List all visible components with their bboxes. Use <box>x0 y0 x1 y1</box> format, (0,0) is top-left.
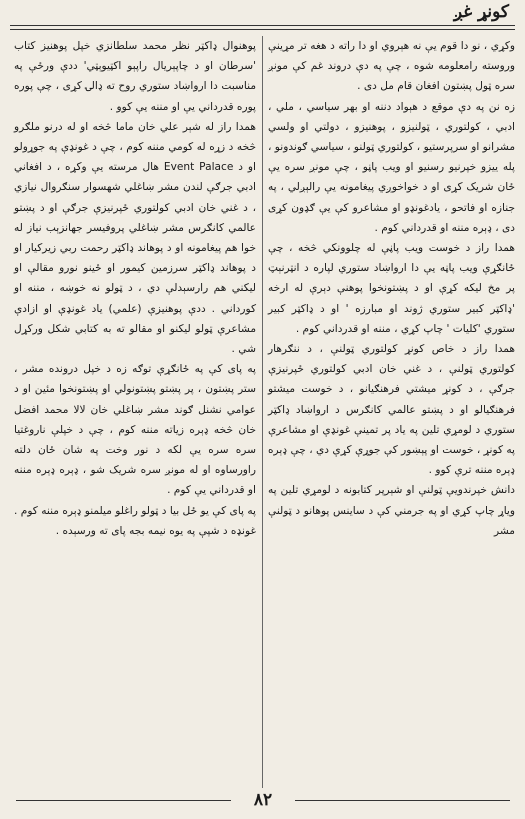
page-number: ۸۲ <box>253 790 273 810</box>
paragraph: همدا راز د خوست ويب پاڼې له چلوونکي څخه ، چې ځانګړې ويب پاڼه يې دا ارواښاد ستوري لپاره د انټرنېټ پر مخ ليکه کړې او د پښتونخوا پوهنې دېرې له ارخه 'ډاکټر کبير ستوري ژوند او مبارزه ' او د ډاکټر کبير ستوري 'کليات ' چاپ کړي ، مننه او قدرداني کوم . <box>268 242 515 335</box>
paragraph: دانش خپرندويې ټولنې او شېرپر کتابونه د لومړي تلين په وياړ چاپ کړي او په جرمني کې د ساينس پوهانو د ټولنې مشر <box>268 484 515 537</box>
paragraph: همدا راز له شېر علي خان ماما څخه او له درنو ملګرو څخه د زړه له کومي مننه کوم ، چې د غونډې په جوړولو او د Event Palace هال مرسته يې وکړه ، د افغاني ادبي جرګې لندن مشر ښاغلي شهسوار سنګروال نيازي ، د غني خان ادبي کولتوري ځپرنيزې جرګې او د پښتو عالمي کانګرس مشر ښاغلي پروفيسر جهانزېب نياز له خوا هم پيغامونه او د پوهاند ډاکټر رحمت ربي زيرکيار او د پوهاند ډاکټر سرزمين کيمور او ځينو نورو مقالې او ليکني هم رارسېدلې دي ، د ټولو نه خوښه ، مننه او کورداني . ددې پوهنيزې (علمي) ياد غونډې او ازادې مشاعرې ټولو ليکنو او مقالو ته به کتابي شکل ورکړل شي . <box>14 120 256 356</box>
paragraph: زه نن په دې موقع د هېواد دننه او بهر سياسي ، ملي ، ادبي ، کولتوري ، ټولنيزو ، پوهنيزو ، دولتي او ولسي مشرانو او سرپرستيو ، کولتوري ټولنو ، سياسي ګوندونو ، پله ييزو خپرنيو رسنيو او ويب پاڼو ، چې مونږ سره يې ځان شريک کړی او د خواخوږي پيغامونه يې رالېږلي ، په جنازه او فاتحو ، يادغونډو او مشاعرو کې يې ګډون کړی دی ، ډېره مننه او قدرداني کوم . <box>268 100 515 234</box>
page-footer <box>0 788 525 819</box>
paragraph: وکړي ، نو دا قوم يې نه هېروي او دا راته د هغه تر مړينې وروسته رامعلومه شوه ، چې په دې دروند غم کې مونږ سره ټول پښتون افغان قام مل دی . <box>268 40 515 93</box>
paragraph: په پای کې په ځانګړې توګه زه د خپل درونده مشر ، ستر پښتون ، پر پښتو پښتونولي او پښتونخوا مئين او د عوامي نشنل ګوند مشر ښاغلي خان لالا محمد افضل خان څخه ډېره زياته مننه کوم ، چې د خپلې ناروغتيا سره سره يې لکه د نور وخت په شان ځان دلته راورساوه او له مونږ سره شريک شو ، ډېره ډېره مننه او قدرداني يې کوم . <box>14 363 256 497</box>
paragraph: غونډه د شپې په يوه نيمه بجه پای ته ورسېده . <box>55 524 256 537</box>
header-rule <box>10 29 515 30</box>
right-column <box>268 36 515 541</box>
page-header <box>0 0 525 34</box>
left-column <box>14 36 256 541</box>
footer-rule <box>295 800 510 801</box>
footer-rule <box>16 800 231 801</box>
header-rule <box>10 25 515 26</box>
column-divider <box>262 36 263 788</box>
paragraph: پوهنوال ډاکټر نظر محمد سلطانزي خپل پوهنيز کتاب 'سرطان او د چاپېريال راپېو اکټيوېټي' ددې ورځې په مناسبت دا ارواښاد ستوري روح ته ډالۍ کړی ، چې پوره پوره قدرداني يې او مننه يې کوو . <box>14 40 256 113</box>
paragraph: همدا راز د خاص کونړ کولتوري ټولنې ، د ننګرهار کولتوري ټولنې ، د غني خان ادبي کولتوري ځپرنيزې جرګې ، د کونړ ميشتي فرهنګيانو ، د خوست ميشتو فرهنګيالو او د پښتو عالمي کانګرس د ارواښاد ډاکټر ستوري د لومړي تلين په ياد پر تمينې غونډې او مشاعرې په کونړ ، خوست او پېښور کې جوړې کړې دي ، چې ډېره ډېره مننه ترې کوو . <box>268 343 515 477</box>
paragraph: په پای کې يو ځل بيا د ټولو راغلو ميلمنو ډېره مننه کوم . <box>14 504 256 517</box>
page-title: کونړ غږ <box>453 2 509 22</box>
